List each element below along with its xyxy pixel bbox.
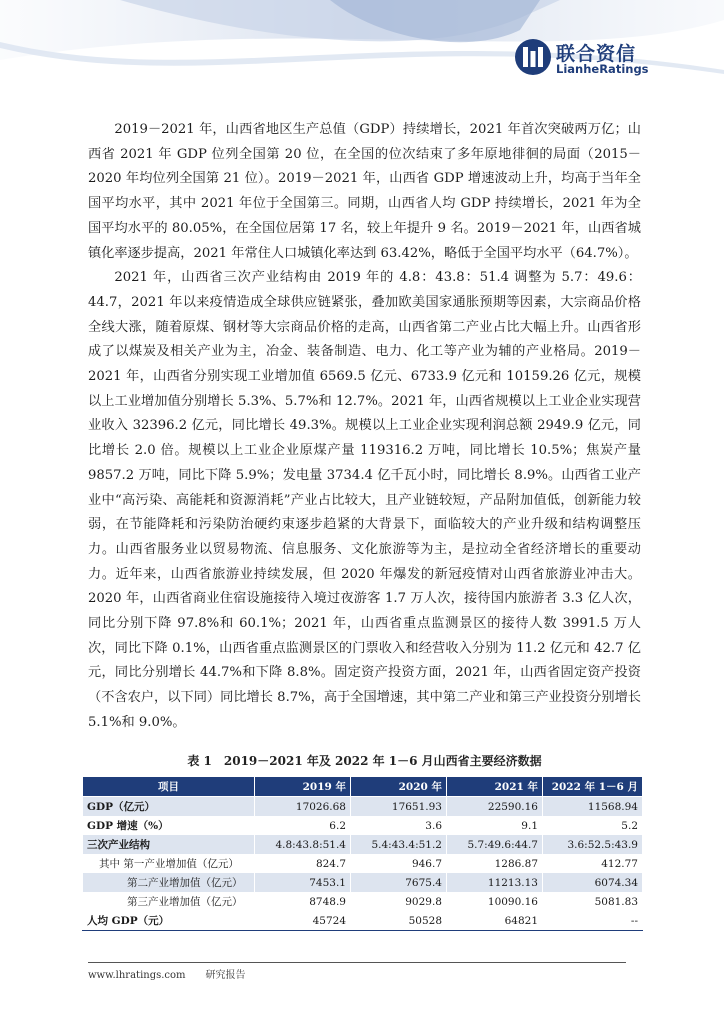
cell: 7453.1: [255, 873, 351, 892]
cell: 17026.68: [255, 797, 351, 817]
cell: 5081.83: [543, 892, 643, 911]
table-row: [83, 835, 643, 854]
cell: 50528: [351, 911, 447, 931]
logo-text-chinese: 联合资信: [556, 43, 637, 65]
paragraph-industry: 2021 年，山西省三次产业结构由 2019 年的 4.8：43.8：51.4 调整为 5.7：49.6：44.7，2021 年以来疫情造成全球供应链紧张，叠加欧美国家通胀预期等因素，大宗商品价格全线大涨，随着原煤、钢材等大宗商品价格的走高，山西省第二产业占比大幅上升。山西省形成了以煤炭及相关产业为主，冶金、装备制造、电力、化工等产业为辅的产业格局。2019－2021 年，山西省分别实现工业增加值 6569.5 亿元、6733.9 亿元和 10159.26 亿元，规模以上工业增加值分别增长 5.3%、5.7%和 12.7%。2021 年，山西省规模以上工业企业实现营业收入 32396.2 亿元，同比增长 49.3%。规模以上工业企业实现利润总额 2949.9 亿元，同比增长 2.0 倍。规模以上工业企业原煤产量 119316.2 万吨，同比增长 10.5%；焦炭产量 9857.2 万吨，同比下降 5.9%；发电量 3734.4 亿千瓦小时，同比增长 8.9%。山西省工业产业中“高污染、高能耗和资源消耗”产业占比较大，且产业链较短，产品附加值低，创新能力较弱，在节能降耗和污染防治硬约束逐步趋紧的大背景下，面临较大的产业升级和结构调整压力。山西省服务业以贸易物流、信息服务、文化旅游等为主，是拉动全省经济增长的重要动力。近年来，山西省旅游业持续发展，但 2020 年爆发的新冠疫情对山西省旅游业冲击大。2020 年，山西省商业住宿设施接待入境过夜游客 1.7 万人次，接待国内旅游者 3.3 亿人次，同比分别下降 97.8%和 60.1%；2021 年，山西省重点监测景区的接待人数 3991.5 万人次，同比下降 0.1%，山西省重点监测景区的门票收入和经营收入分别为 11.2 亿元和 42.7 亿元，同比分别增长 44.7%和下降 8.8%。固定资产投资方面，2021 年，山西省固定资产投资（不含农户，以下同）同比增长 8.7%，高于全国增速，其中第二产业和第三产业投资分别增长 5.1%和 9.0%。: [88, 270, 641, 730]
header-item: 项目: [83, 777, 255, 797]
cell: 6074.34: [543, 873, 643, 892]
row-label: 第三产业增加值（亿元）: [83, 892, 255, 911]
company-logo: [514, 38, 664, 78]
table-row: [83, 854, 643, 873]
table-row: [83, 797, 643, 817]
cell: 3.6:52.5:43.9: [543, 835, 643, 854]
cell: 64821: [447, 911, 543, 931]
cell: 45724: [255, 911, 351, 931]
cell: 5.7:49.6:44.7: [447, 835, 543, 854]
cell: 9.1: [447, 816, 543, 835]
cell: 946.7: [351, 854, 447, 873]
cell: 1286.87: [447, 854, 543, 873]
table-row: [83, 911, 643, 931]
header-2021: 2021 年: [447, 777, 543, 797]
cell: 9029.8: [351, 892, 447, 911]
footer-divider: [88, 962, 626, 963]
row-label: GDP 增速（%）: [83, 816, 255, 835]
cell: 8748.9: [255, 892, 351, 911]
row-label: 三次产业结构: [83, 835, 255, 854]
table-row: [83, 873, 643, 892]
paragraph-gdp: 2019－2021 年，山西省地区生产总值（GDP）持续增长，2021 年首次突破两万亿；山西省 2021 年 GDP 位列全国第 20 位，在全国的位次结束了多年原地徘徊的局面（2015－2020 年均位列全国第 21 位）。2019－2021 年，山西省 GDP 增速波动上升，均高于当年全国平均水平，其中 2021 年位于全国第三。同期，山西省人均 GDP 持续增长，2021 年为全国平均水平的 80.05%，在全国位居第 17 名，较上年提升 9 名。2019－2021 年，山西省城镇化率逐步提高，2021 年常住人口城镇化率达到 63.42%，略低于全国平均水平（64.7%）。: [88, 122, 641, 261]
footer-text: www.lhratings.com 研究报告: [88, 970, 246, 981]
economic-data-table: [82, 776, 643, 931]
cell: 6.2: [255, 816, 351, 835]
table-title: 表 1 2019－2021 年及 2022 年 1－6 月山西省主要经济数据: [187, 754, 542, 768]
table-row: [83, 892, 643, 911]
header-2022h1: 2022 年 1－6 月: [543, 777, 643, 797]
cell: 412.77: [543, 854, 643, 873]
cell: 5.4:43.4:51.2: [351, 835, 447, 854]
cell: 7675.4: [351, 873, 447, 892]
logo-text-english: LianheRatings: [556, 62, 649, 76]
cell: 17651.93: [351, 797, 447, 817]
cell: 824.7: [255, 854, 351, 873]
table-row: [83, 816, 643, 835]
header-2020: 2020 年: [351, 777, 447, 797]
cell: --: [543, 911, 643, 931]
cell: 10090.16: [447, 892, 543, 911]
row-label: 其中 第一产业增加值（亿元）: [83, 854, 255, 873]
body-text: [88, 118, 641, 736]
cell: 4.8:43.8:51.4: [255, 835, 351, 854]
cell: 3.6: [351, 816, 447, 835]
row-label: 第二产业增加值（亿元）: [83, 873, 255, 892]
row-label: 人均 GDP（元）: [83, 911, 255, 931]
cell: 5.2: [543, 816, 643, 835]
table-header-row: [83, 777, 643, 797]
row-label: GDP（亿元）: [83, 797, 255, 817]
header-2019: 2019 年: [255, 777, 351, 797]
lianhe-logo-icon: [514, 38, 552, 76]
cell: 22590.16: [447, 797, 543, 817]
cell: 11568.94: [543, 797, 643, 817]
cell: 11213.13: [447, 873, 543, 892]
